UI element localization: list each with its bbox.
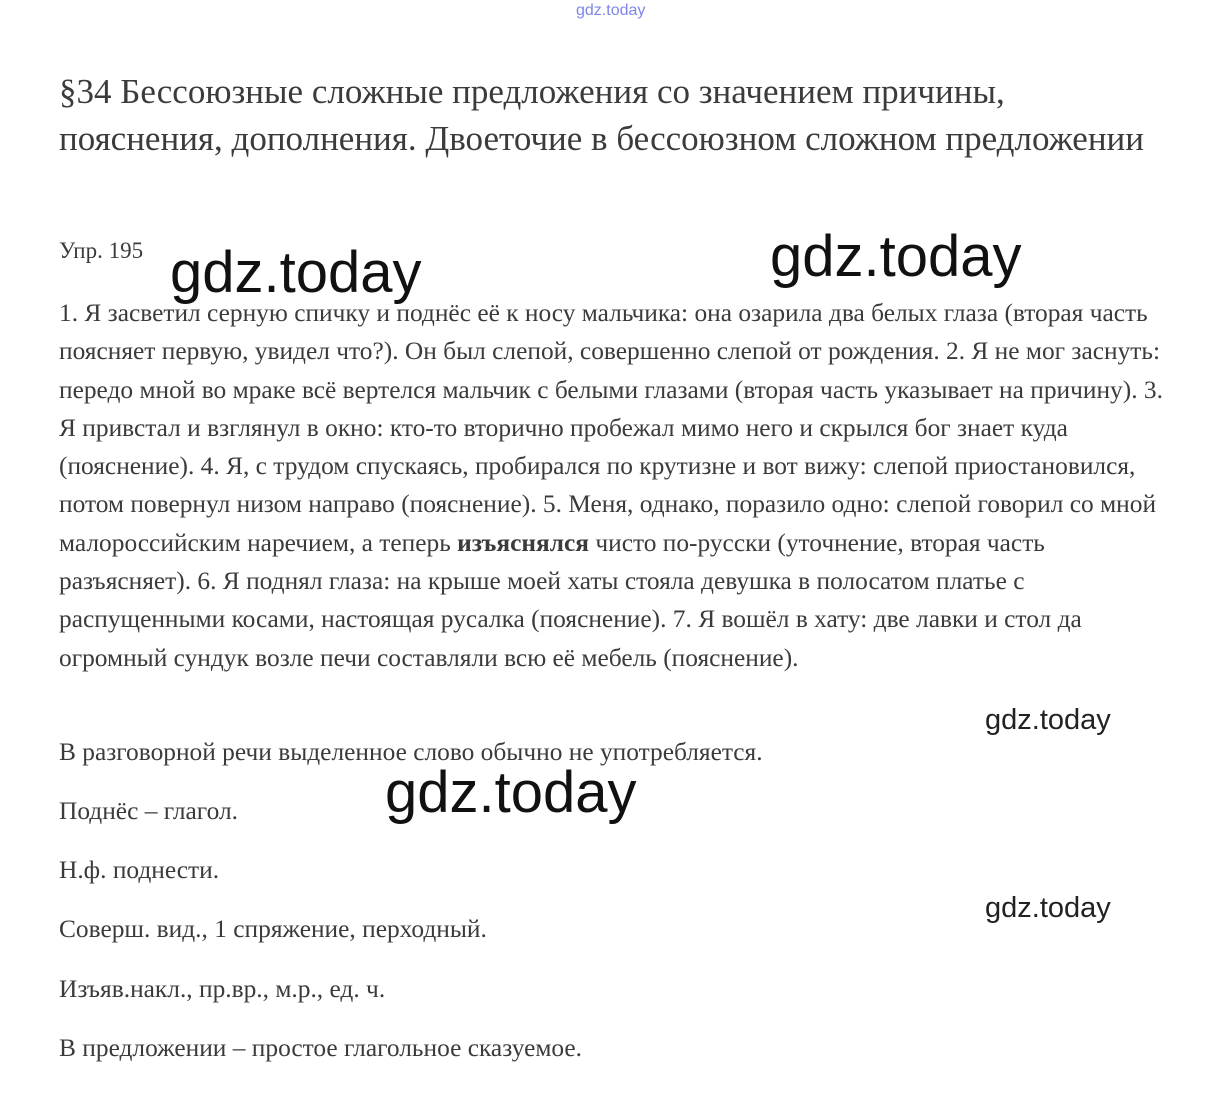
note-part-of-speech: Поднёс – глагол. bbox=[59, 797, 238, 825]
note-syntax-role: В предложении – простое глагольное сказуемое. bbox=[59, 1034, 583, 1062]
watermark-small-2: gdz.today bbox=[985, 892, 1111, 924]
watermark-large-1: gdz.today bbox=[170, 240, 422, 305]
note-initial-form: Н.ф. поднести. bbox=[59, 856, 220, 884]
exercise-text-end: чисто по-русски (уточнение, вторая часть разъясняет). 6. Я поднял глаза: на крыше моей хаты стояла девушка в полосатом платье с распущенными косами, настоящая русалка (пояснение). 7. Я вошёл в хату: две лавки и стол да огромный сундук возле печи составляли всю её мебель (пояснение). bbox=[59, 528, 1082, 672]
exercise-text bbox=[59, 294, 1169, 677]
page-title: §34 Бессоюзные сложные предложения со значением причины, пояснения, дополнения. Двоеточие в бессоюзном сложном предложении bbox=[59, 72, 1145, 158]
note-colloquial: В разговорной речи выделенное слово обычно не употребляется. bbox=[59, 738, 763, 766]
highlighted-word: изъяснялся bbox=[457, 528, 589, 557]
watermark-large-3: gdz.today bbox=[385, 760, 637, 825]
watermark-small-1: gdz.today bbox=[985, 704, 1111, 736]
note-aspect: Соверш. вид., 1 спряжение, перходный. bbox=[59, 915, 487, 943]
exercise-text-start: 1. Я засветил серную спичку и поднёс её к носу мальчика: она озарила два белых глаза (вторая часть поясняет первую, увидел что?). Он был слепой, совершенно слепой от рождения. 2. Я не мог заснуть: передо мной во мраке всё вертелся мальчик с белыми глазами (вторая часть указывает на причину). 3. Я привстал и взглянул в окно: кто-то вторично пробежал мимо него и скрылся бог знает куда (пояснение). 4. Я, с трудом спускаясь, пробирался по крутизне и вот вижу: слепой приостановился, потом повернул низом направо (пояснение). 5. Меня, однако, поразило одно: слепой говорил со мной малороссийским наречием, а теперь bbox=[59, 299, 1163, 557]
top-watermark: gdz.today bbox=[576, 2, 646, 19]
note-mood: Изъяв.накл., пр.вр., м.р., ед. ч. bbox=[59, 975, 386, 1003]
exercise-number: Упр. 195 bbox=[59, 238, 144, 263]
watermark-large-2: gdz.today bbox=[770, 224, 1022, 289]
